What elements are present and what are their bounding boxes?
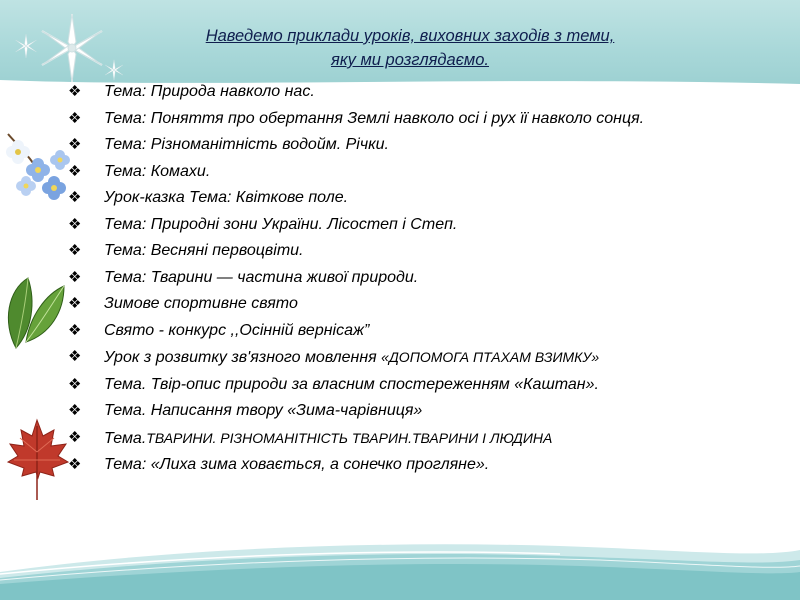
title-line-1: Наведемо приклади уроків, виховних заходів з теми, <box>205 27 615 45</box>
bullet-icon: ❖ <box>68 348 82 365</box>
topic-text: Тема: Весняні первоцвіти. <box>104 242 304 259</box>
maple-leaf-icon <box>2 416 72 502</box>
topic-caps-text: ТВАРИНИ. РІЗНОМАНІТНІСТЬ ТВАРИН.ТВАРИНИ І ЛЮДИНА <box>146 429 553 446</box>
bullet-icon: ❖ <box>68 242 82 259</box>
title-line-2: яку ми розглядаємо. <box>331 51 489 69</box>
topic-text: Свято - конкурс ,,Осінній вернісаж” <box>104 321 370 339</box>
green-leaves-icon <box>2 272 68 352</box>
list-item <box>68 265 750 292</box>
topic-text: Тема: Поняття про обертання Землі навколо осі і рух її навколо сонця. <box>104 109 645 127</box>
topic-text: Тема: Природа навколо нас. <box>104 83 315 100</box>
topic-text: Урок з розвитку зв'язного мовлення <box>104 349 382 366</box>
footer-wave <box>0 520 800 600</box>
list-item <box>68 185 750 212</box>
bullet-icon: ❖ <box>68 402 82 419</box>
list-item <box>68 106 750 133</box>
bullet-icon: ❖ <box>68 428 82 446</box>
topic-list <box>68 79 750 479</box>
list-item <box>68 159 750 186</box>
bullet-icon: ❖ <box>68 109 82 127</box>
list-item <box>68 398 750 425</box>
list-item <box>68 372 750 399</box>
bullet-icon: ❖ <box>68 215 82 233</box>
bullet-icon: ❖ <box>68 456 82 473</box>
bullet-icon: ❖ <box>68 321 82 339</box>
bullet-icon: ❖ <box>68 83 82 100</box>
list-item <box>68 79 750 106</box>
topic-text: Тема: Комахи. <box>104 162 211 180</box>
topic-text: Тема. Написання твору «Зима-чарівниця» <box>104 402 423 419</box>
bullet-icon: ❖ <box>68 136 82 153</box>
list-item <box>68 425 750 453</box>
bullet-icon: ❖ <box>68 189 82 206</box>
slide-title <box>130 24 690 72</box>
topic-text: Тема: «Лиха зима ховається, а сонечко проглянe». <box>104 456 490 473</box>
bullet-icon: ❖ <box>68 268 82 286</box>
bullet-icon: ❖ <box>68 375 82 393</box>
topic-text: Тема: Різноманітність водойм. Річки. <box>104 136 389 153</box>
topic-text: Урок-казка Тема: Квіткове поле. <box>104 189 349 206</box>
topic-text: Тема. <box>104 429 147 447</box>
list-item <box>68 291 750 318</box>
list-item <box>68 212 750 239</box>
topic-text: Тема: Природні зони України. Лісостеп і Степ. <box>104 215 458 233</box>
topic-caps-text: «ДОПОМОГА ПТАХАМ ВЗИМКУ» <box>381 349 600 365</box>
topic-text: Тема: Тварини — частина живої природи. <box>104 268 419 286</box>
list-item <box>68 344 750 372</box>
bullet-icon: ❖ <box>68 295 82 312</box>
bullet-icon: ❖ <box>68 162 82 180</box>
list-item <box>68 132 750 159</box>
topic-text: Тема. Твір-опис природи за власним спостереженням «Каштан». <box>104 375 599 393</box>
list-item <box>68 318 750 345</box>
list-item <box>68 452 750 479</box>
topic-text: Зимове спортивне свято <box>104 295 298 312</box>
list-item <box>68 238 750 265</box>
